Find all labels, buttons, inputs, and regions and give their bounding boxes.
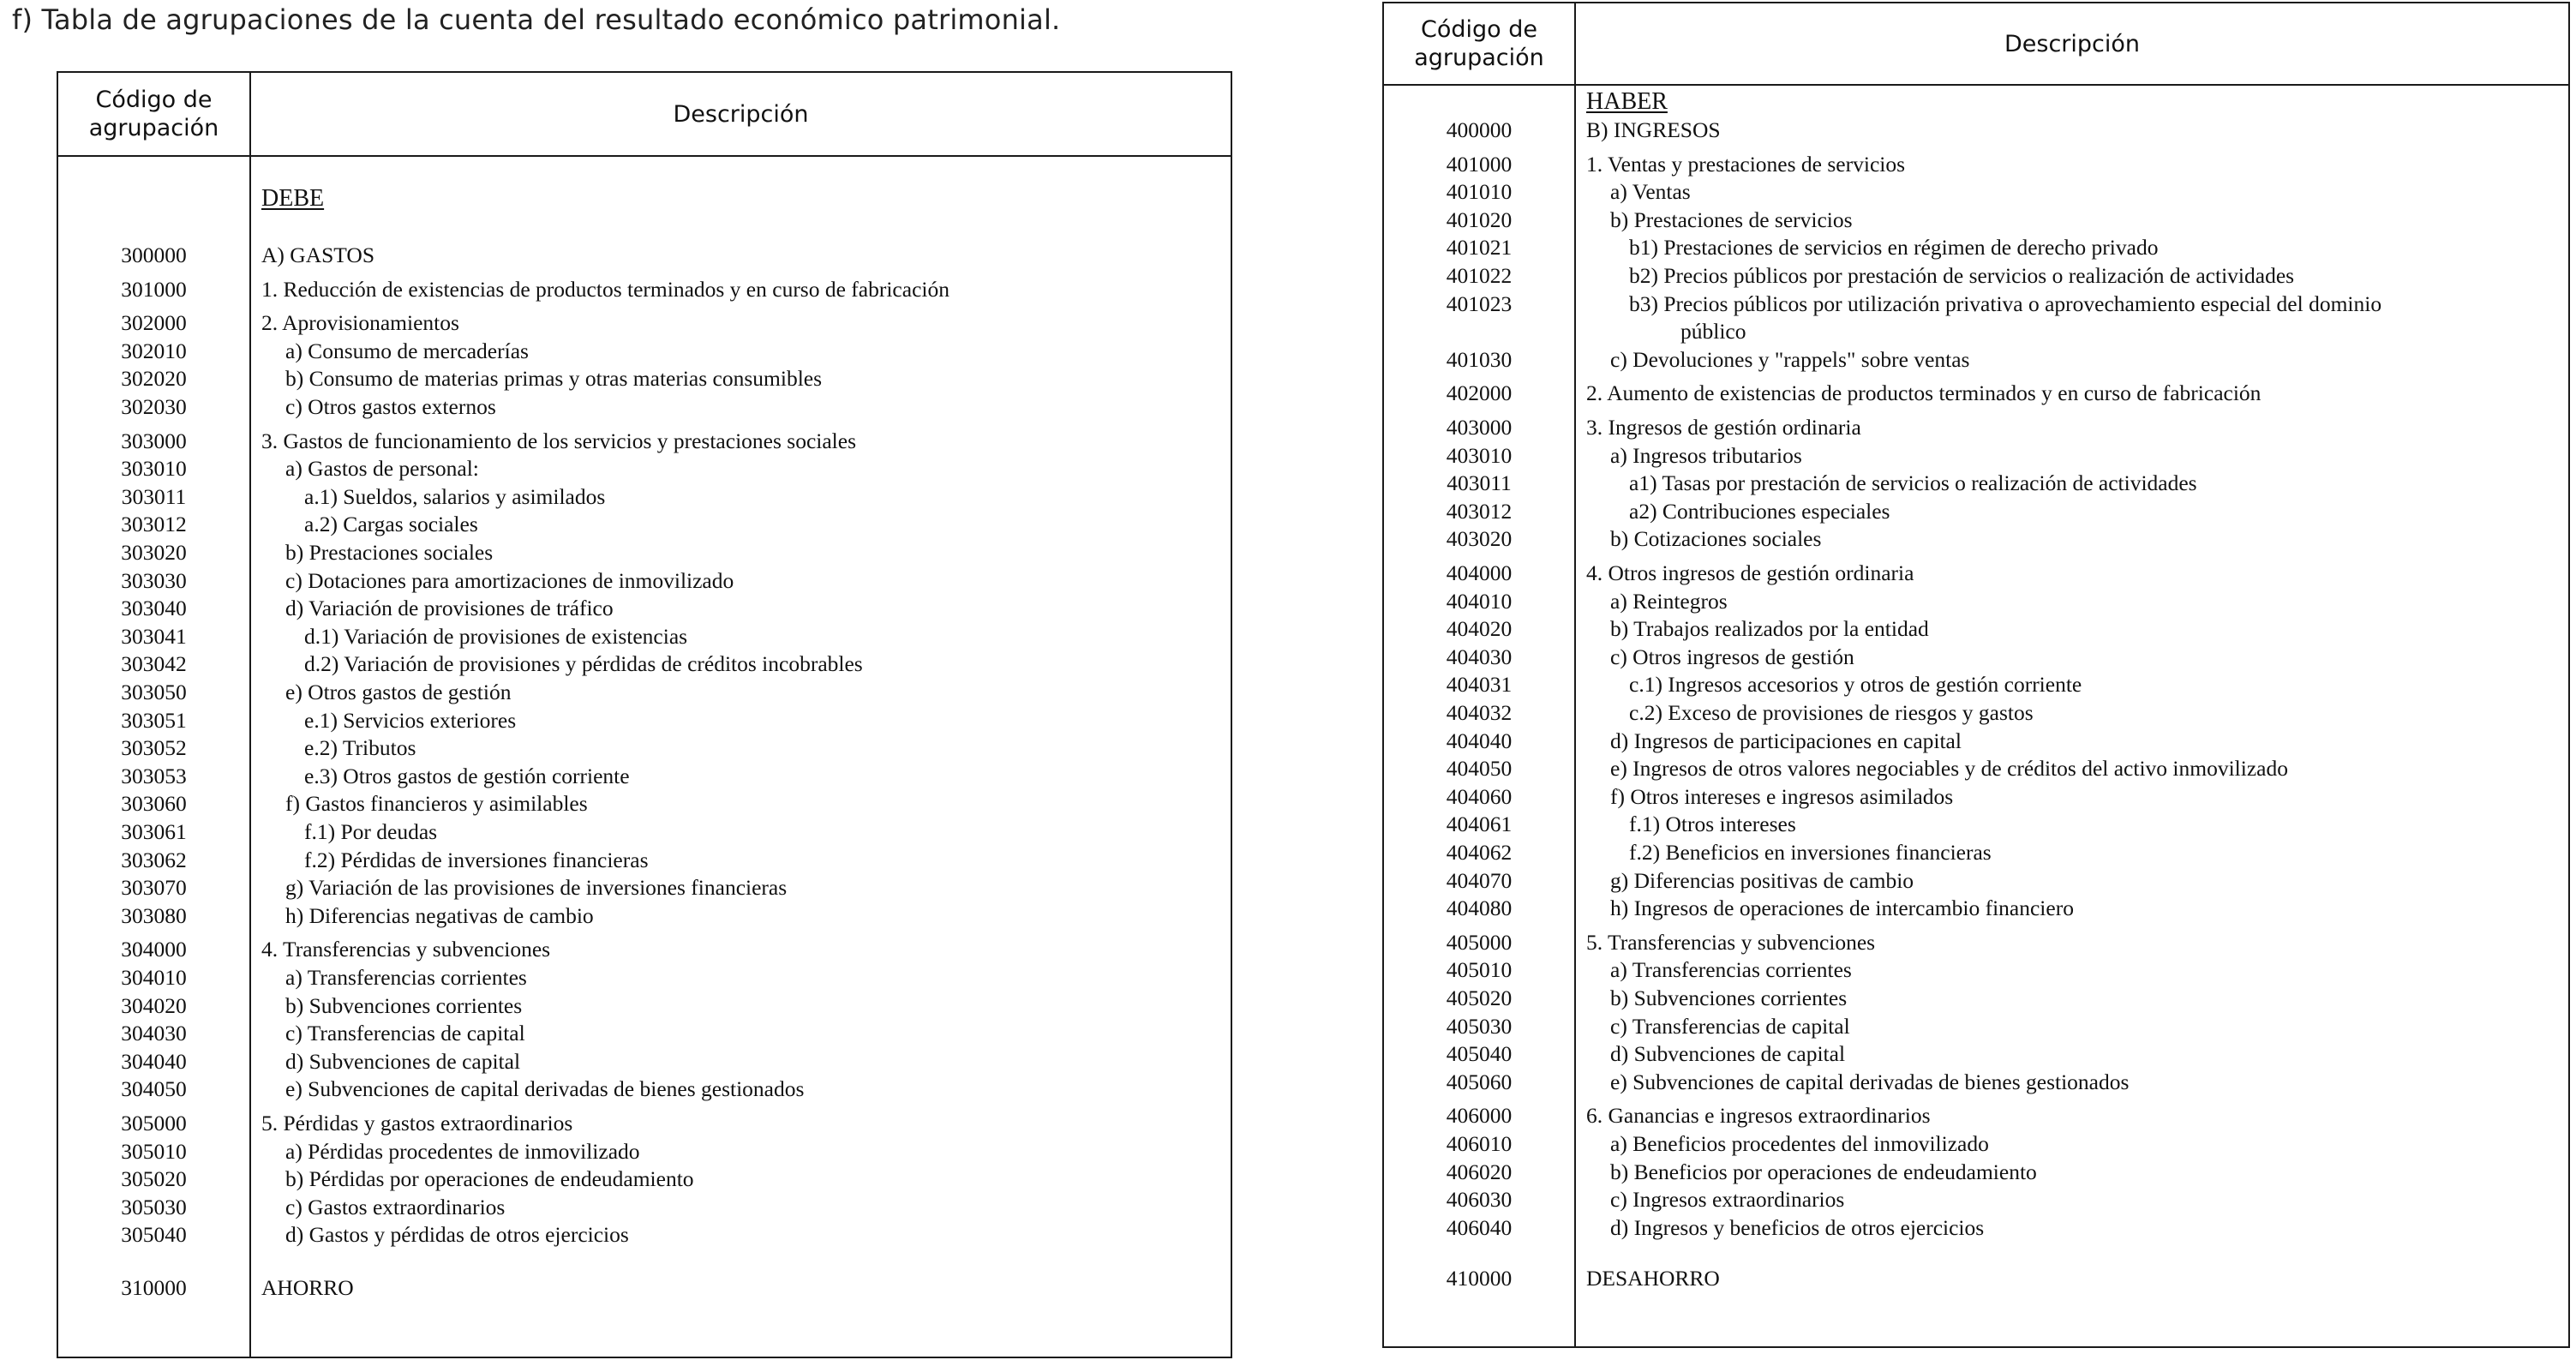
row-description: a) Pérdidas procedentes de inmovilizado <box>285 1138 640 1164</box>
row-code: 406000 <box>1446 1103 1513 1129</box>
table-row <box>58 734 1231 762</box>
row-description: a) Ventas <box>1610 179 1691 205</box>
row-description: 3. Ingresos de gestión ordinaria <box>1586 415 1861 440</box>
row-description: f) Gastos financieros y asimilables <box>285 791 588 817</box>
row-code: 303040 <box>121 596 187 621</box>
row-code: 303051 <box>121 707 187 733</box>
table-row <box>58 789 1231 818</box>
table-row <box>58 1047 1231 1075</box>
row-description: a) Transferencias corrientes <box>1610 957 1852 983</box>
table-row <box>1384 1213 2568 1242</box>
row-code: 403012 <box>1446 498 1513 524</box>
row-code: 301000 <box>121 276 187 302</box>
row-code: 401021 <box>1446 235 1513 261</box>
row-description: e) Otros gastos de gestión <box>285 680 512 704</box>
row-code: 402000 <box>1446 380 1513 406</box>
row-description: c) Ingresos extraordinarios <box>1610 1187 1845 1213</box>
row-description: c) Otros ingresos de gestión <box>1610 644 1854 669</box>
section-label-text: HABER <box>1586 88 1668 115</box>
row-code: 404050 <box>1446 756 1513 782</box>
row-code: 305000 <box>121 1111 187 1135</box>
row-description: b) Cotizaciones sociales <box>1610 526 1822 552</box>
row-description: 3. Gastos de funcionamiento de los servicios y prestaciones sociales <box>261 428 856 453</box>
table-row <box>1384 177 2568 206</box>
table-row <box>1384 670 2568 698</box>
table-row <box>58 1019 1231 1047</box>
row-description: e.2) Tributos <box>304 735 416 761</box>
table-row <box>1384 206 2568 234</box>
row-description: A) GASTOS <box>261 243 375 267</box>
row-code: 302000 <box>121 310 187 336</box>
table-row <box>1384 614 2568 643</box>
debe-rows <box>58 184 1231 1358</box>
row-description: g) Variación de las provisiones de inversiones financieras <box>285 875 788 901</box>
row-description: a) Reintegros <box>1610 588 1728 614</box>
row-code: 405020 <box>1446 986 1513 1010</box>
row-description: c.1) Ingresos accesorios y otros de gestión corriente <box>1629 672 2082 698</box>
table-row <box>58 963 1231 992</box>
code-column-header: Código de agrupación <box>88 87 219 141</box>
row-description: 1. Ventas y prestaciones de servicios <box>1586 151 1906 177</box>
row-code: 401020 <box>1446 207 1513 232</box>
table-row <box>1384 928 2568 956</box>
section-label-text: DEBE <box>261 185 325 212</box>
table-row <box>58 538 1231 566</box>
table-row <box>1384 1185 2568 1213</box>
row-code: 300000 <box>121 243 187 267</box>
row-description: b) Trabajos realizados por la entidad <box>1610 616 1929 642</box>
row-code: 302010 <box>121 338 187 363</box>
table-row <box>1384 469 2568 497</box>
section-label <box>1384 87 2568 116</box>
row-code: 405030 <box>1446 1013 1513 1039</box>
table-row <box>58 454 1231 482</box>
row-code: 305020 <box>121 1166 187 1192</box>
row-description: 4. Transferencias y subvenciones <box>261 937 551 962</box>
row-code: 405000 <box>1446 929 1513 955</box>
table-row <box>1384 1012 2568 1040</box>
row-description: B) INGRESOS <box>1586 117 1721 142</box>
table-row <box>1384 782 2568 811</box>
table-row <box>58 594 1231 622</box>
row-description: c) Dotaciones para amortizaciones de inmovilizado <box>285 567 734 593</box>
row-description: e.1) Servicios exteriores <box>304 707 517 733</box>
table-row <box>1384 698 2568 727</box>
row-code: 406020 <box>1446 1159 1513 1184</box>
row-description: b2) Precios públicos por prestación de servicios o realización de actividades <box>1629 263 2295 288</box>
row-description: d) Variación de provisiones de tráfico <box>285 596 614 621</box>
row-description: b) Subvenciones corrientes <box>1610 986 1848 1010</box>
row-code: 303000 <box>121 428 187 453</box>
row-description: c) Otros gastos externos <box>285 394 496 419</box>
row-description: e) Subvenciones de capital derivadas de bienes gestionados <box>285 1076 805 1102</box>
row-code: 400000 <box>1446 117 1513 142</box>
table-row <box>1384 1068 2568 1096</box>
row-code: 404030 <box>1446 644 1513 669</box>
table-row <box>1384 956 2568 984</box>
table-row <box>58 1137 1231 1165</box>
table-row <box>1384 754 2568 782</box>
row-code: 401010 <box>1446 179 1513 205</box>
table-row <box>1384 497 2568 525</box>
row-code: 406010 <box>1446 1131 1513 1156</box>
row-code: 405040 <box>1446 1041 1513 1067</box>
row-description: b) Prestaciones sociales <box>285 540 494 565</box>
row-code: 303042 <box>121 651 187 677</box>
row-description: d.1) Variación de provisiones de existencias <box>304 623 688 649</box>
row-code: 304020 <box>121 992 187 1018</box>
table-row <box>58 762 1231 790</box>
row-description: c) Devoluciones y "rappels" sobre ventas <box>1610 346 1970 372</box>
row-code: 305030 <box>121 1194 187 1219</box>
row-code: 304050 <box>121 1076 187 1102</box>
row-description: 2. Aprovisionamientos <box>261 310 459 336</box>
table-row <box>58 392 1231 421</box>
description-column-header: Descripción <box>2004 30 2141 57</box>
row-code: 304000 <box>121 937 187 962</box>
table-row <box>58 566 1231 595</box>
table-row <box>58 309 1231 337</box>
table-row <box>58 275 1231 303</box>
table-row <box>58 427 1231 455</box>
table-row <box>58 337 1231 365</box>
row-code: 303053 <box>121 763 187 788</box>
table-row <box>1384 866 2568 895</box>
row-description: c) Transferencias de capital <box>1610 1013 1850 1039</box>
table-row <box>1384 559 2568 587</box>
table-row <box>58 706 1231 734</box>
table-row <box>1384 727 2568 755</box>
row-code: 404061 <box>1446 812 1513 837</box>
table-row <box>1384 984 2568 1012</box>
table-row <box>58 935 1231 963</box>
row-code: 405010 <box>1446 957 1513 983</box>
row-code: 403020 <box>1446 526 1513 552</box>
row-code: 303050 <box>121 680 187 704</box>
row-code: 404062 <box>1446 840 1513 865</box>
table-row <box>1384 1129 2568 1158</box>
table-row <box>1384 379 2568 407</box>
row-description: f) Otros intereses e ingresos asimilados <box>1610 783 1954 809</box>
table-row <box>1384 150 2568 178</box>
table-row <box>1384 587 2568 615</box>
table-row <box>1384 413 2568 441</box>
row-code: 304030 <box>121 1021 187 1046</box>
row-code: 303062 <box>121 847 187 872</box>
row-description: 4. Otros ingresos de gestión ordinaria <box>1586 560 1914 585</box>
row-code: 404000 <box>1446 560 1513 585</box>
row-code: 404010 <box>1446 588 1513 614</box>
row-description: c) Transferencias de capital <box>285 1021 525 1046</box>
table-row <box>58 1075 1231 1103</box>
row-description: b) Beneficios por operaciones de endeudamiento <box>1610 1159 2037 1184</box>
row-code: 404040 <box>1446 728 1513 753</box>
table-row <box>1384 838 2568 866</box>
table-row <box>1384 441 2568 470</box>
row-code: 303060 <box>121 791 187 817</box>
table-row <box>1384 810 2568 838</box>
table-row <box>58 846 1231 874</box>
row-code: 302030 <box>121 394 187 419</box>
row-code: 304010 <box>121 965 187 990</box>
row-description: h) Ingresos de operaciones de intercambio financiero <box>1610 896 2074 921</box>
table-row <box>1384 1101 2568 1129</box>
row-description: 5. Transferencias y subvenciones <box>1586 929 1876 955</box>
table-row <box>58 992 1231 1020</box>
table-row <box>1384 1039 2568 1068</box>
row-code: 305010 <box>121 1138 187 1164</box>
table-row <box>1384 1264 2568 1292</box>
row-description: a1) Tasas por prestación de servicios o realización de actividades <box>1629 470 2197 496</box>
table-row <box>1384 233 2568 261</box>
row-code: 304040 <box>121 1048 187 1074</box>
table-row <box>58 482 1231 511</box>
table-row <box>1384 524 2568 553</box>
table-row <box>58 1109 1231 1137</box>
row-description: b) Subvenciones corrientes <box>285 992 523 1018</box>
row-description: a) Transferencias corrientes <box>285 965 527 990</box>
row-description: f.2) Pérdidas de inversiones financieras <box>304 847 649 872</box>
row-code: 410000 <box>1446 1266 1513 1291</box>
row-description: b1) Prestaciones de servicios en régimen de derecho privado <box>1629 235 2159 261</box>
table-row <box>1384 317 2568 345</box>
row-code: 403011 <box>1447 470 1512 496</box>
table-row <box>58 678 1231 706</box>
row-description: d) Subvenciones de capital <box>285 1048 521 1074</box>
page-heading: f) Tabla de agrupaciones de la cuenta del resultado económico patrimonial. <box>12 3 1061 36</box>
table-row <box>58 818 1231 846</box>
table-row <box>58 1193 1231 1221</box>
code-column-header: Código de agrupación <box>1414 16 1544 71</box>
row-code: 303070 <box>121 875 187 901</box>
table-row <box>58 650 1231 678</box>
table-row <box>58 510 1231 538</box>
row-description: a.1) Sueldos, salarios y asimilados <box>304 483 606 509</box>
row-code: 401022 <box>1446 263 1513 288</box>
row-description: b) Pérdidas por operaciones de endeudamiento <box>285 1166 694 1192</box>
row-description: e.3) Otros gastos de gestión corriente <box>304 763 630 788</box>
row-code: 404080 <box>1446 896 1513 921</box>
row-description: público <box>1680 319 1746 344</box>
row-description: g) Diferencias positivas de cambio <box>1610 867 1914 893</box>
row-code: 303020 <box>121 540 187 565</box>
row-code: 401030 <box>1446 346 1513 372</box>
row-description: e) Subvenciones de capital derivadas de bienes gestionados <box>1610 1069 2130 1094</box>
row-description: d) Ingresos y beneficios de otros ejercicios <box>1610 1214 1985 1240</box>
table-row <box>58 1273 1231 1302</box>
haber-table <box>1382 2 2570 1348</box>
row-code: 303080 <box>121 902 187 928</box>
row-code: 305040 <box>121 1222 187 1248</box>
row-code: 405060 <box>1446 1069 1513 1094</box>
row-code: 303010 <box>121 456 187 482</box>
table-row <box>1384 290 2568 318</box>
row-description: a) Ingresos tributarios <box>1610 442 1802 468</box>
row-description: a) Consumo de mercaderías <box>285 338 529 363</box>
row-code: 406030 <box>1446 1187 1513 1213</box>
table-row <box>1384 116 2568 144</box>
row-description: h) Diferencias negativas de cambio <box>285 902 594 928</box>
row-description: a) Beneficios procedentes del inmovilizado <box>1610 1131 1989 1156</box>
haber-rows <box>1384 87 2568 1339</box>
row-description: d.2) Variación de provisiones y pérdidas de créditos incobrables <box>304 651 863 677</box>
row-code: 404060 <box>1446 783 1513 809</box>
row-description: a2) Contribuciones especiales <box>1629 498 1890 524</box>
row-description: f.1) Otros intereses <box>1629 812 1796 837</box>
row-code: 303041 <box>121 623 187 649</box>
table-row <box>58 622 1231 650</box>
row-code: 303030 <box>121 567 187 593</box>
debe-table <box>57 71 1232 1358</box>
row-description: DESAHORRO <box>1586 1266 1720 1291</box>
row-description: d) Ingresos de participaciones en capital <box>1610 728 1962 753</box>
row-description: c) Gastos extraordinarios <box>285 1194 506 1219</box>
row-description: 6. Ganancias e ingresos extraordinarios <box>1586 1103 1931 1129</box>
row-code: 302020 <box>121 366 187 392</box>
row-description: b) Prestaciones de servicios <box>1610 207 1853 232</box>
row-description: f.2) Beneficios en inversiones financieras <box>1629 840 1992 865</box>
row-code: 303011 <box>121 483 187 509</box>
row-description: a.2) Cargas sociales <box>304 512 478 537</box>
row-code: 404031 <box>1446 672 1513 698</box>
row-description: d) Subvenciones de capital <box>1610 1041 1846 1067</box>
row-description: f.1) Por deudas <box>304 819 438 844</box>
description-column-header: Descripción <box>673 100 809 128</box>
row-description: b3) Precios públicos por utilización privativa o aprovechamiento especial del dominio <box>1629 291 2382 316</box>
row-description: 1. Reducción de existencias de productos terminados y en curso de fabricación <box>261 276 950 302</box>
row-code: 406040 <box>1446 1214 1513 1240</box>
row-description: 5. Pérdidas y gastos extraordinarios <box>261 1111 573 1135</box>
table-row <box>1384 1158 2568 1186</box>
row-code: 310000 <box>121 1275 187 1300</box>
row-description: e) Ingresos de otros valores negociables y de créditos del activo inmovilizado <box>1610 756 2288 782</box>
row-code: 403000 <box>1446 415 1513 440</box>
table-row <box>1384 345 2568 374</box>
section-label <box>58 184 1231 213</box>
table-row <box>1384 261 2568 290</box>
row-code: 401023 <box>1446 291 1513 316</box>
row-code: 404032 <box>1446 700 1513 725</box>
row-description: a) Gastos de personal: <box>285 456 479 482</box>
row-description: d) Gastos y pérdidas de otros ejercicios <box>285 1222 629 1248</box>
row-code: 404070 <box>1446 867 1513 893</box>
row-description: b) Consumo de materias primas y otras materias consumibles <box>285 366 823 392</box>
row-code: 404020 <box>1446 616 1513 642</box>
row-code: 403010 <box>1446 442 1513 468</box>
table-row <box>58 364 1231 392</box>
row-code: 303061 <box>121 819 187 844</box>
row-description: AHORRO <box>261 1275 354 1300</box>
table-row <box>58 902 1231 930</box>
table-row <box>58 873 1231 902</box>
table-row <box>58 1165 1231 1193</box>
table-row <box>58 241 1231 269</box>
row-code: 401000 <box>1446 151 1513 177</box>
row-description: c.2) Exceso de provisiones de riesgos y gastos <box>1629 700 2034 725</box>
table-row <box>1384 894 2568 922</box>
row-description: 2. Aumento de existencias de productos terminados y en curso de fabricación <box>1586 380 2261 406</box>
table-row <box>1384 643 2568 671</box>
row-code: 303012 <box>121 512 187 537</box>
row-code: 303052 <box>121 735 187 761</box>
table-row <box>58 1220 1231 1249</box>
